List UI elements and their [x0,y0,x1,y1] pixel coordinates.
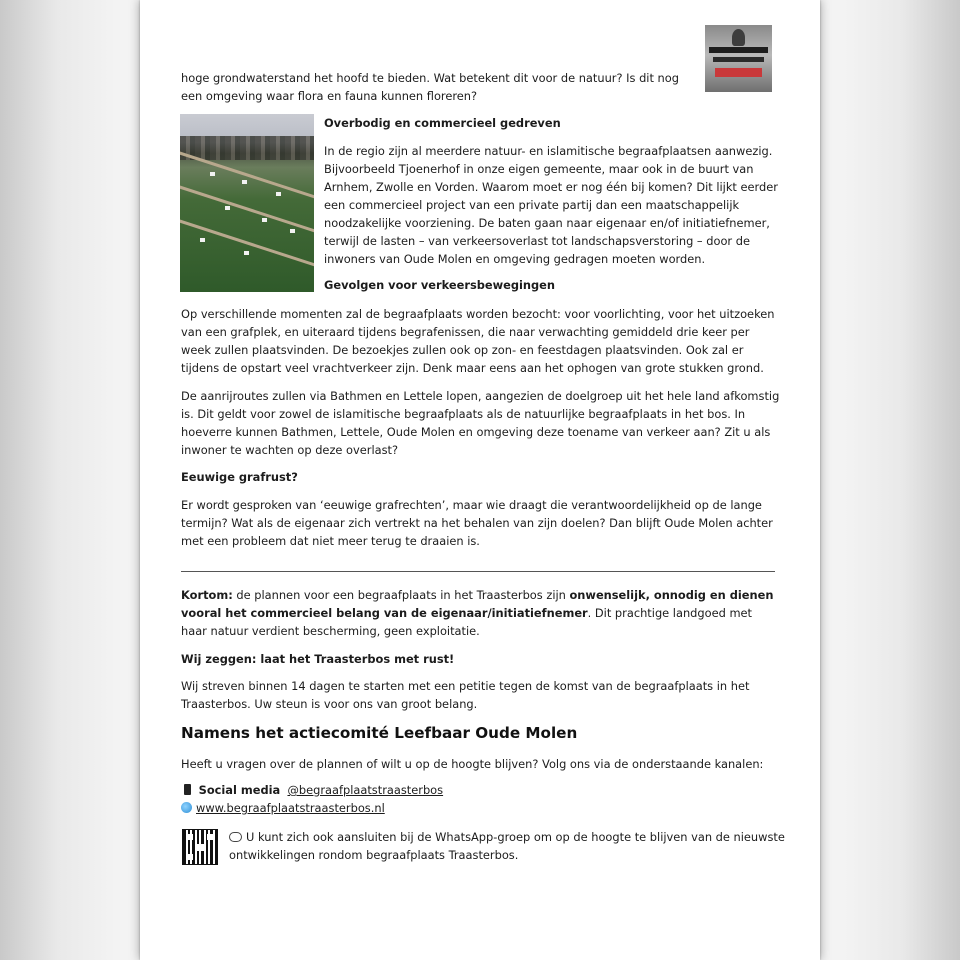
section-paragraph-verkeer-2: De aanrijroutes zullen via Bathmen en Lettele lopen, aangezien de doelgroep uit het hele land afkomstig is. Dit geldt voor zowel de islamitische begraafplaats als de natuurlijke begraafplaats in het bos. In hoeverre kunnen Bathmen, Lettele, Oude Molen en omgeving deze toename van verkeer aan? Zit u als inwoner te wachten op deze overlast? [181,389,780,457]
summary-paragraph [181,586,781,640]
section-heading-overbodig: Overbodig en commercieel gedreven [324,116,561,130]
document-page [140,0,820,960]
qr-code[interactable] [182,829,218,865]
summary-label: Kortom: [181,588,233,602]
petition-paragraph: Wij streven binnen 14 dagen te starten met een petitie tegen de komst van de begraafplaats in het Traasterbos. Uw steun is voor ons van groot belang. [181,679,750,711]
intro-paragraph: hoge grondwaterstand het hoofd te bieden. Wat betekent dit voor de natuur? Is dit nog een omgeving waar flora en fauna kunnen floreren? [181,71,679,103]
slogan: Wij zeggen: laat het Traasterbos met rust! [181,652,455,666]
divider-line [181,571,775,572]
speech-bubble-icon [229,832,242,842]
globe-icon [181,802,192,813]
section-paragraph-overbodig: In de regio zijn al meerdere natuur- en islamitische begraafplaatsen aanwezig. Bijvoorbeeld Tjoenerhof in onze eigen gemeente, maar ook in de buurt van Arnhem, Zwolle en Vorden. Waarom moet er nog één bij komen? Dit lijkt eerder een commercieel project van een private partij dan een maatschappelijk noodzakelijke voorziening. De baten gaan naar eigenaar en/of initiatiefnemer, terwijl de lasten – van verkeersoverlast tot landschapsverstoring – door de inwoners van Oude Molen en omgeving gedragen moeten worden. [324,144,778,266]
whatsapp-paragraph [229,828,789,864]
contact-intro: Heeft u vragen over de plannen of wilt u op de hoogte blijven? Volg ons via de onderstaande kanalen: [181,757,764,771]
summary-text-1: de plannen voor een begraafplaats in het Traasterbos zijn [232,588,570,602]
social-media-handle-link[interactable]: @begraafplaatstraasterbos [287,783,444,797]
cemetery-photo [180,114,314,292]
mobile-phone-icon [184,784,191,795]
signature-heading: Namens het actiecomité Leefbaar Oude Molen [181,724,578,742]
social-media-line [181,781,443,799]
section-heading-grafrust: Eeuwige grafrust? [181,470,298,484]
website-line [181,799,385,817]
summary-bold-text: onwenselijk, onnodig en dienen vooral het commercieel belang van de eigenaar/initiatiefnemer [181,588,774,620]
summary-text-2: . Dit prachtige landgoed met haar natuur verdient bescherming, geen exploitatie. [181,606,753,638]
whatsapp-text: U kunt zich ook aansluiten bij de WhatsApp-groep om op de hoogte te blijven van de nieuwste ontwikkelingen rondom begraafplaats Traasterbos. [229,830,785,862]
section-paragraph-verkeer-1: Op verschillende momenten zal de begraafplaats worden bezocht: voor voorlichting, voor het uitzoeken van een grafplek, en uiteraard tijdens begrafenissen, die naar verwachting gemiddeld drie keer per week zullen plaatsvinden. De bezoekjes zullen ook op zon- en feestdagen plaatsvinden. Ook zal er tijdens de opstart veel vrachtverkeer zijn. Denk maar eens aan het ophogen van grote stukken grond. [181,307,775,375]
section-heading-verkeer: Gevolgen voor verkeersbewegingen [324,278,556,292]
website-link[interactable]: www.begraafplaatstraasterbos.nl [196,801,385,815]
campaign-logo [705,25,772,92]
social-media-label: Social media [198,783,281,797]
section-paragraph-grafrust: Er wordt gesproken van ‘eeuwige grafrechten’, maar wie draagt die verantwoordelijkheid op de lange termijn? Wat als de eigenaar zich vertrekt na het behalen van zijn doelen? Dan blijft Oude Molen achter met een probleem dat niet meer terug te draaien is. [181,498,773,548]
